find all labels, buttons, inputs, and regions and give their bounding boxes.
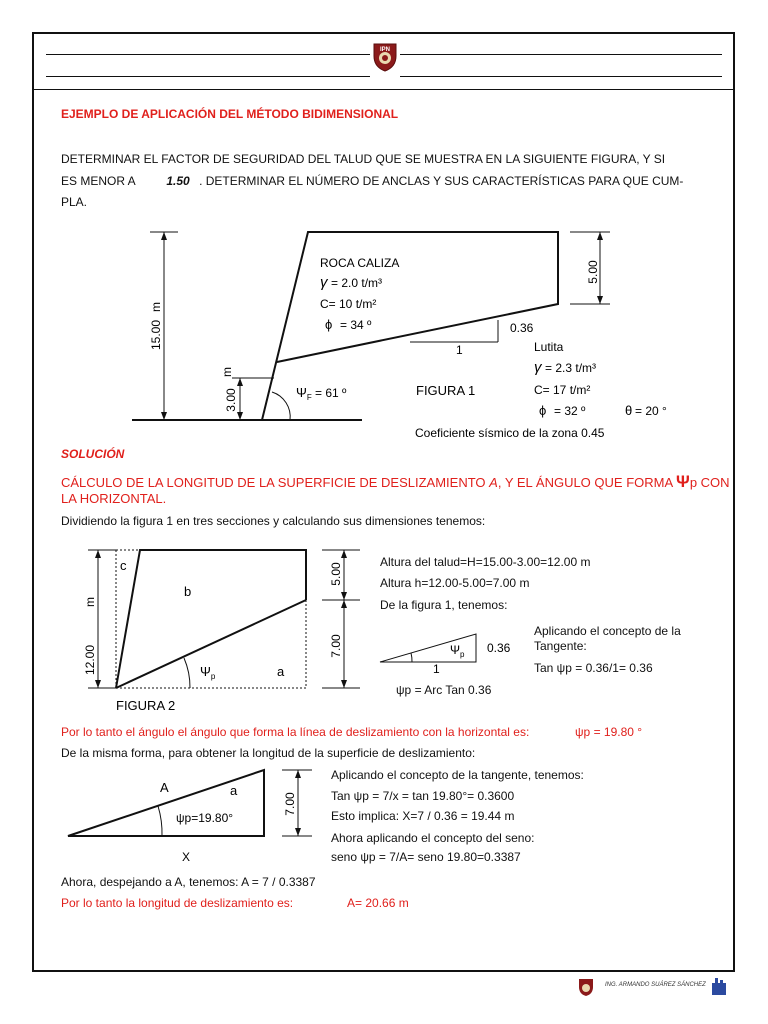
calc-heading-line-1	[61, 472, 730, 492]
tangent-concept-1: Aplicando el concepto de la	[534, 624, 681, 638]
calc-heading-post: , Y EL ÁNGULO QUE FORMA	[497, 475, 673, 490]
fig2-dim-5-label: 5.00	[329, 562, 343, 586]
fig2-arrow-1	[341, 550, 347, 558]
footer-logo	[577, 975, 595, 997]
de-figura: De la figura 1, tenemos:	[380, 598, 508, 612]
header-rule-bottom-right	[400, 76, 722, 77]
slope-v: 0.36	[510, 321, 534, 335]
theta: = 20 °	[635, 404, 667, 418]
sine: seno ψp = 7/A= seno 19.80=0.3387	[331, 850, 521, 864]
solution-heading: SOLUCIÓN	[61, 447, 125, 461]
header-separator	[32, 89, 735, 90]
result-length-text: Por lo tanto la longitud de deslizamiento es:	[61, 896, 294, 910]
roca-gamma-symbol: γ	[320, 274, 328, 291]
length-label-A: A	[160, 780, 169, 795]
problem-line-2-post: . DETERMINAR EL NÚMERO DE ANCLAS Y SUS CARACTERÍSTICAS PARA QUE CUM-	[199, 174, 684, 188]
tan-formula: Tan ψp = 0.36/1= 0.36	[534, 661, 653, 675]
fig2-dim-12-arrow-bottom	[95, 680, 101, 688]
fig2-psi: $\Psi_p$	[200, 664, 216, 681]
lutita-phi: = 32 º	[554, 404, 586, 418]
small-triangle-v: 0.36	[487, 641, 511, 655]
lutita-title: Lutita	[534, 340, 564, 354]
lutita-gamma: = 2.3 t/m³	[545, 361, 597, 375]
dim-3-arrow-bottom	[237, 412, 243, 420]
figure-1	[120, 222, 680, 442]
length-label-a: a	[230, 783, 238, 798]
dim-15-label: 15.00m	[149, 301, 163, 351]
length-triangle-arc	[158, 806, 162, 836]
lutita-phi-symbol: ϕ	[539, 403, 547, 418]
arc-tan: ψp = Arc Tan 0.36	[396, 683, 492, 697]
fig2-label-a: a	[277, 664, 285, 679]
header-rule-top-right	[400, 54, 722, 55]
figure-2	[70, 542, 370, 714]
problem-line-2-pre: ES MENOR A	[61, 174, 136, 188]
calc-heading-line-2: LA HORIZONTAL.	[61, 491, 167, 506]
altura-talud: Altura del talud=H=15.00-3.00=12.00 m	[380, 555, 591, 569]
small-triangle-arc	[411, 653, 412, 662]
lutita-gamma-symbol: γ	[534, 359, 542, 376]
divide-text: Dividiendo la figura 1 en tres secciones y calculando sus dimensiones tenemos:	[61, 514, 486, 528]
psi-symbol: Ψ	[676, 472, 690, 491]
sine-intro: Ahora aplicando el concepto del seno:	[331, 831, 535, 845]
logo-text: IPN	[379, 47, 391, 53]
dim-5-label: 5.00	[586, 260, 600, 284]
fig2-dim-12-label: 12.00	[83, 644, 97, 676]
problem-line-3: PLA.	[61, 195, 88, 209]
roca-phi-symbol: ϕ	[325, 317, 333, 332]
despejando: Ahora, despejando a A, tenemos: A = 7 / 0.3387	[61, 875, 316, 889]
dim-15-arrow-bottom	[161, 412, 167, 420]
small-triangle-h: 1	[433, 662, 440, 676]
calc-heading-a: A	[489, 475, 498, 490]
roca-title: ROCA CALIZA	[320, 256, 400, 270]
dim-5-arrow-top	[597, 232, 603, 240]
page-title: EJEMPLO DE APLICACIÓN DEL MÉTODO BIDIMENSIONAL	[61, 107, 399, 121]
tan-2: Tan ψp = 7/x = tan 19.80°= 0.3600	[331, 789, 515, 803]
problem-line-1: DETERMINAR EL FACTOR DE SEGURIDAD DEL TALUD QUE SE MUESTRA EN LA SIGUIENTE FIGURA, Y SI	[61, 152, 666, 166]
figure-1-label: FIGURA 1	[416, 383, 476, 398]
length-triangle	[62, 762, 332, 870]
length-label-X: X	[182, 850, 191, 864]
lutita-c: C= 17 t/m²	[534, 383, 591, 397]
small-triangle-psi: $\Psi_p$	[450, 643, 465, 659]
length-angle: ψp=19.80°	[176, 811, 234, 825]
fig2-dim-12-unit: m	[83, 597, 97, 607]
roca-c: C= 10 t/m²	[320, 297, 377, 311]
safety-factor: 1.50	[166, 174, 190, 188]
dim-3-label: 3.00	[224, 388, 238, 412]
fig2-arrow-2	[341, 592, 347, 600]
dim-5-arrow-bottom	[597, 296, 603, 304]
header-rule-bottom	[46, 76, 370, 77]
fig2-label-c: c	[120, 558, 127, 573]
fig2-psi-arc	[184, 658, 190, 688]
footer-author: ING. ARMANDO SUÁREZ SÁNCHEZ	[605, 982, 706, 988]
length-intro: De la misma forma, para obtener la longitud de la superficie de deslizamiento:	[61, 746, 476, 760]
small-triangle	[378, 630, 523, 676]
fig2-arrow-3	[341, 600, 347, 608]
fig2-dim-7-label: 7.00	[329, 634, 343, 658]
roca-phi: = 34 º	[340, 318, 372, 332]
implica: Esto implica: X=7 / 0.36 = 19.44 m	[331, 809, 515, 823]
altura-h: Altura h=12.00-5.00=7.00 m	[380, 576, 530, 590]
tangent-concept-2: Tangente:	[534, 639, 587, 653]
roca-gamma: = 2.0 t/m³	[331, 276, 383, 290]
result-length-value: A= 20.66 m	[347, 896, 409, 910]
tangent-2: Aplicando el concepto de la tangente, tenemos:	[331, 768, 584, 782]
psi-f-arc	[272, 392, 290, 420]
calc-heading-pre: CÁLCULO DE LA LONGITUD DE LA SUPERFICIE DE DESLIZAMIENTO	[61, 475, 486, 490]
dim-3-unit: m	[220, 367, 234, 377]
result-angle-text: Por lo tanto el ángulo el ángulo que forma la línea de deslizamiento con la horizontal es:	[61, 725, 530, 739]
problem-line-2	[61, 174, 683, 188]
footer-badge-icon	[712, 977, 726, 995]
fig2-label-b: b	[184, 584, 192, 599]
theta-symbol: θ	[625, 403, 633, 418]
figure-2-label: FIGURA 2	[116, 698, 176, 713]
seismic-coefficient: Coeficiente sísmico de la zona 0.45	[415, 426, 605, 440]
calc-heading-psi: p CON	[689, 475, 730, 490]
fig2-arrow-4	[341, 680, 347, 688]
psi-f-symbol: $\Psi_F$	[296, 385, 312, 402]
dim-15-arrow-top	[161, 232, 167, 240]
dim-3-arrow-top	[237, 378, 243, 386]
length-dim-arrow-bottom	[295, 828, 301, 836]
ipn-logo	[371, 38, 399, 72]
slope-h: 1	[456, 343, 463, 357]
result-angle-value: ψp = 19.80 °	[575, 725, 643, 739]
psi-f-value: = 61 º	[315, 386, 347, 400]
header-rule-top	[46, 54, 370, 55]
length-dim-label: 7.00	[283, 792, 297, 816]
fig2-dim-12-arrow-top	[95, 550, 101, 558]
length-dim-arrow-top	[295, 770, 301, 778]
